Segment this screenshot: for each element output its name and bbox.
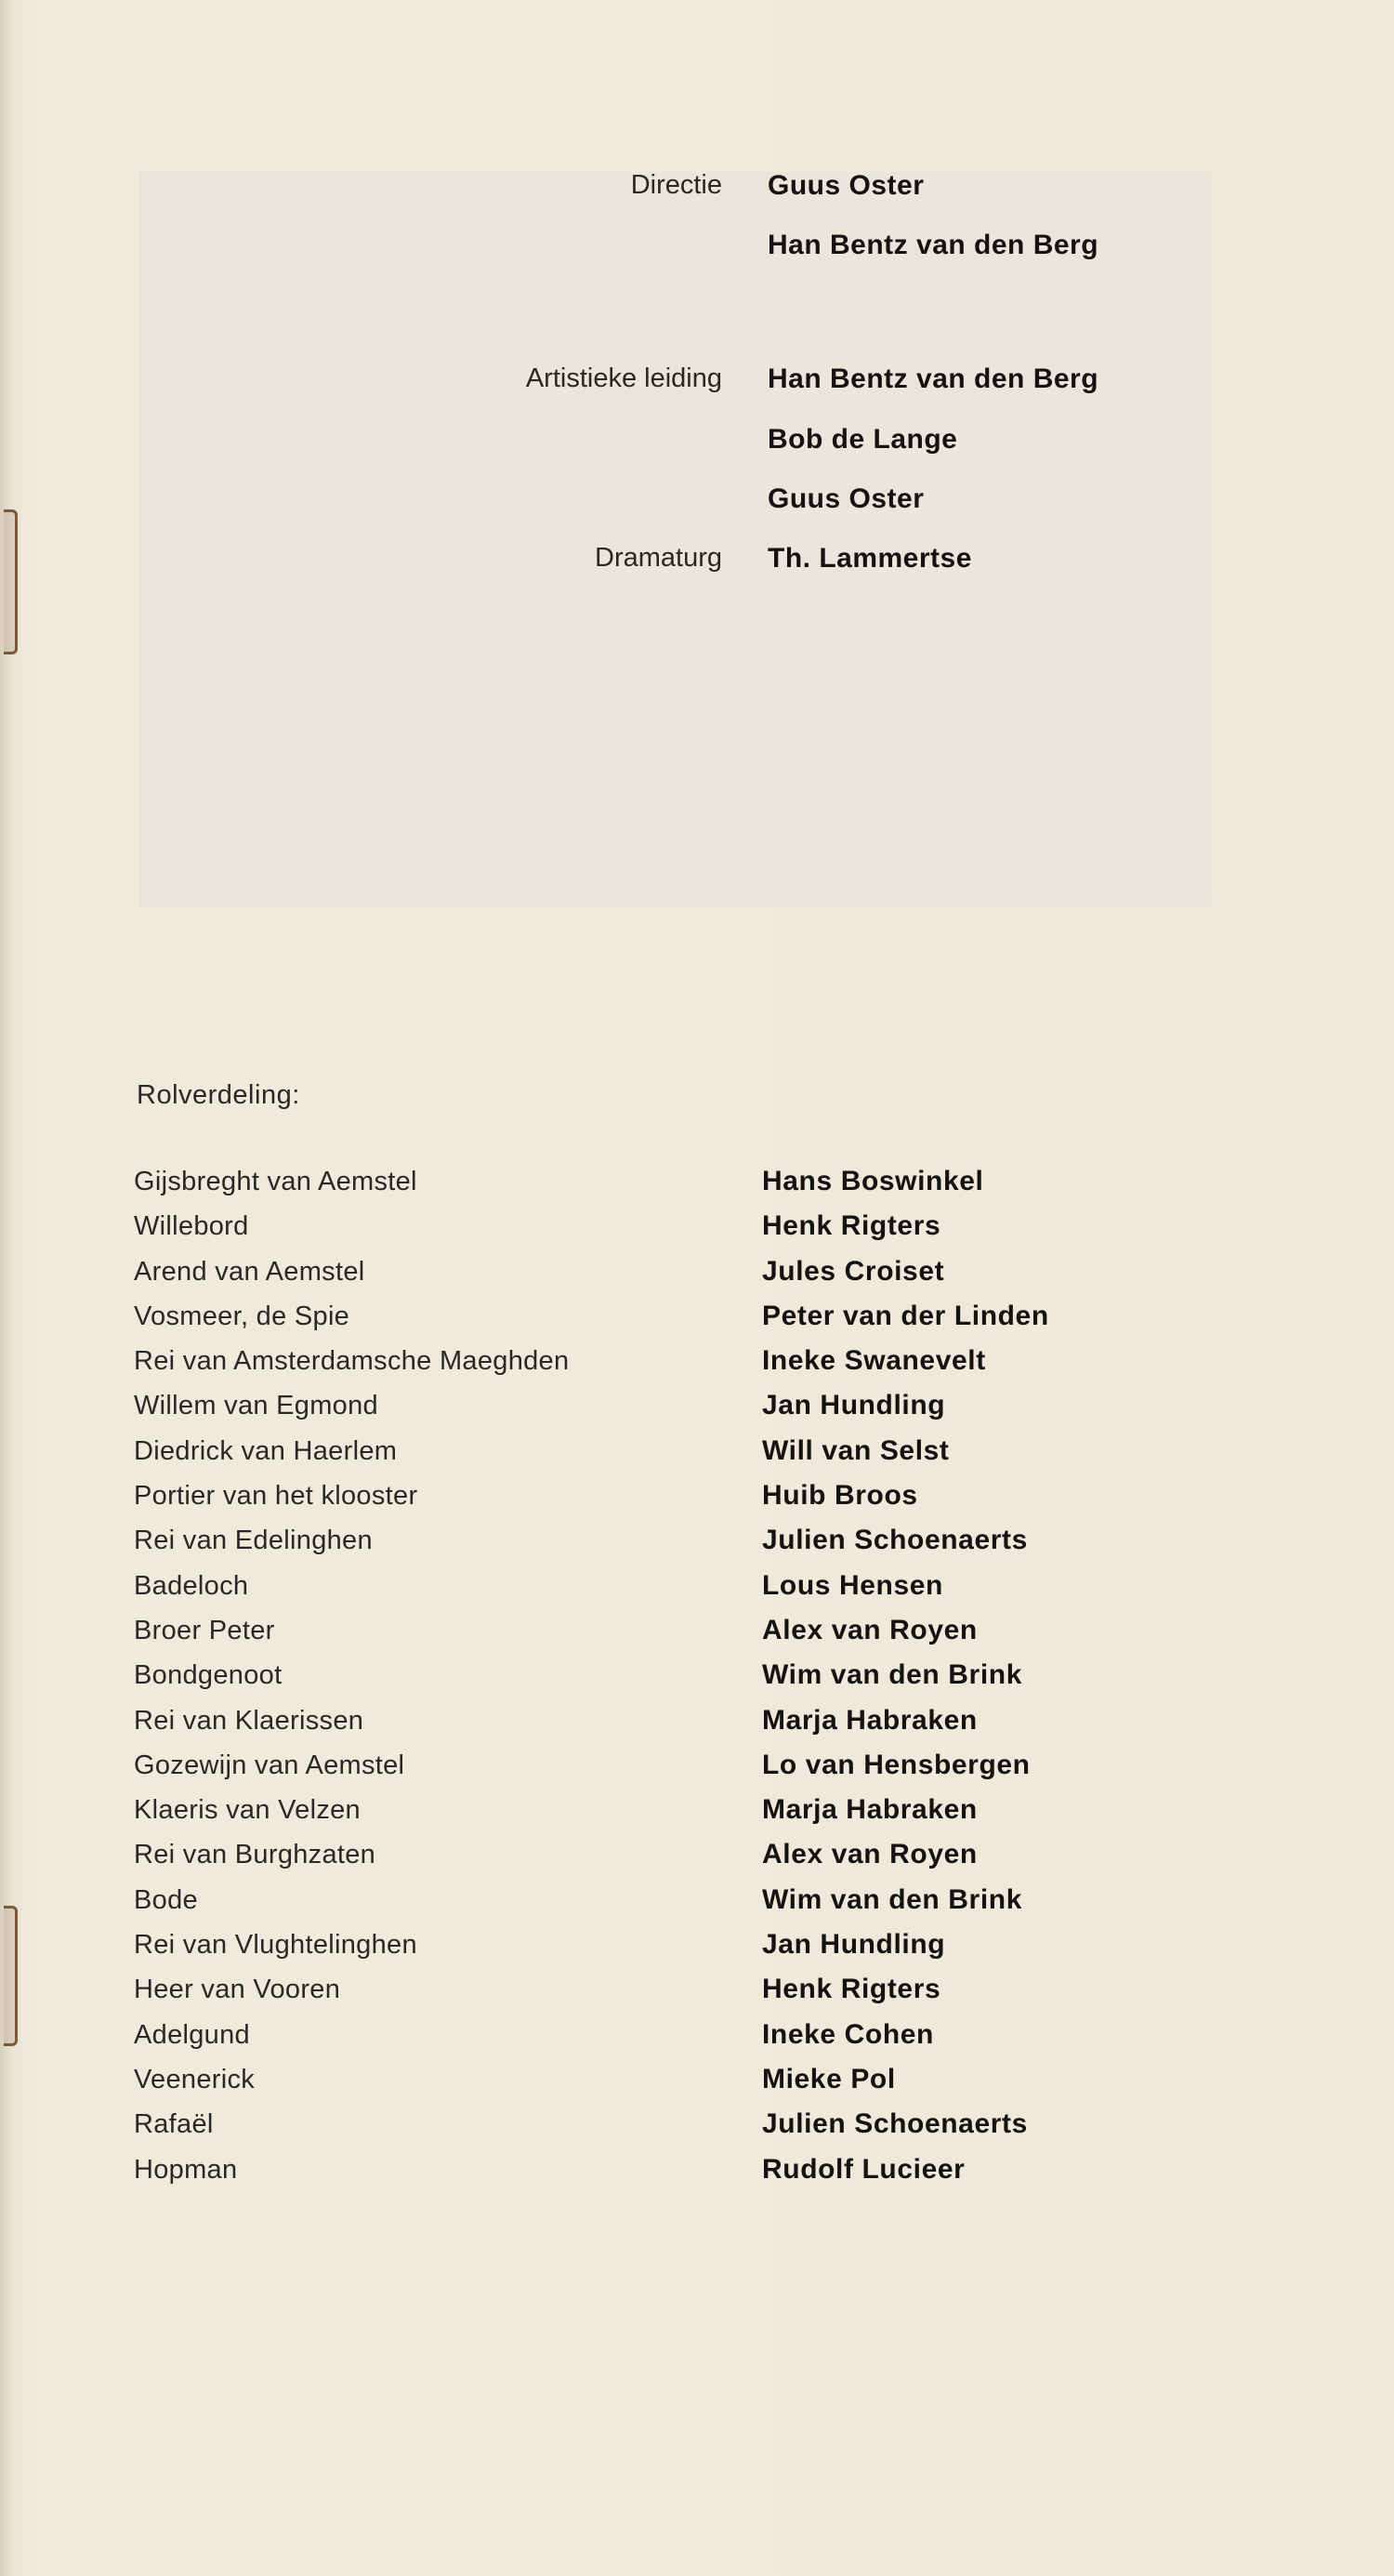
cast-row xyxy=(0,1930,1394,1975)
role-name: Portier van het klooster xyxy=(134,1481,418,1512)
role-name: Adelgund xyxy=(134,2019,250,2050)
cast-row xyxy=(0,1436,1394,1481)
role-name: Klaeris van Velzen xyxy=(134,1795,361,1826)
role-name: Rei van Vlughtelinghen xyxy=(134,1930,417,1961)
role-name: Veenerick xyxy=(134,2064,256,2094)
role-name: Diedrick van Haerlem xyxy=(134,1435,398,1466)
actor-name: Peter van der Linden xyxy=(762,1300,1049,1331)
staff-name: Han Bentz van den Berg xyxy=(768,363,1099,394)
actor-name: Lo van Hensbergen xyxy=(762,1749,1031,1780)
actor-name: Jan Hundling xyxy=(762,1390,946,1421)
cast-heading: Rolverdeling: xyxy=(137,1080,300,1110)
actor-name: Huib Broos xyxy=(762,1480,918,1512)
cast-row xyxy=(0,1301,1394,1346)
cast-row xyxy=(0,1616,1394,1660)
actor-name: Wim van den Brink xyxy=(762,1883,1022,1915)
actor-name: Jan Hundling xyxy=(762,1929,946,1961)
cast-row xyxy=(0,1660,1394,1705)
role-name: Broer Peter xyxy=(134,1615,275,1645)
cast-row xyxy=(0,2155,1394,2200)
actor-name: Henk Rigters xyxy=(762,1210,941,1242)
role-name: Rafaël xyxy=(134,2109,214,2140)
cast-row xyxy=(0,1257,1394,1301)
actor-name: Henk Rigters xyxy=(762,1974,941,2005)
cast-row xyxy=(0,1706,1394,1750)
staff-name: Th. Lammertse xyxy=(768,543,972,574)
cast-row xyxy=(0,2065,1394,2109)
actor-name: Mieke Pol xyxy=(762,2063,896,2094)
cast-row xyxy=(0,1885,1394,1930)
actor-name: Alex van Royen xyxy=(762,1614,978,1645)
cast-row xyxy=(0,1481,1394,1526)
staff-row xyxy=(0,543,1394,580)
actor-name: Ineke Swanevelt xyxy=(762,1345,986,1377)
role-name: Gozewijn van Aemstel xyxy=(134,1750,405,1780)
role-name: Gijsbreght van Aemstel xyxy=(134,1167,417,1196)
role-name: Rei van Klaerissen xyxy=(134,1705,364,1736)
actor-name: Marja Habraken xyxy=(762,1704,978,1736)
cast-row xyxy=(0,1526,1394,1570)
role-name: Willem van Egmond xyxy=(134,1391,378,1421)
actor-name: Julien Schoenaerts xyxy=(762,1525,1028,1556)
actor-name: Marja Habraken xyxy=(762,1794,978,1826)
staff-row xyxy=(0,483,1394,521)
actor-name: Wim van den Brink xyxy=(762,1659,1022,1691)
actor-name: Will van Selst xyxy=(762,1434,950,1466)
cast-row xyxy=(0,1571,1394,1616)
role-name: Willebord xyxy=(134,1211,249,1242)
cast-row xyxy=(0,1211,1394,1256)
role-name: Hopman xyxy=(134,2154,238,2185)
role-name: Bondgenoot xyxy=(134,1660,283,1691)
role-name: Rei van Amsterdamsche Maeghden xyxy=(134,1346,570,1377)
staff-label: Directie xyxy=(630,170,722,200)
staff-row xyxy=(0,230,1394,267)
cast-row xyxy=(0,2020,1394,2065)
cast-list xyxy=(0,1167,1394,2200)
cast-row xyxy=(0,1840,1394,1884)
cast-row xyxy=(0,2109,1394,2154)
staff-name: Guus Oster xyxy=(768,483,925,514)
actor-name: Rudolf Lucieer xyxy=(762,2153,966,2185)
actor-name: Lous Hensen xyxy=(762,1569,943,1601)
staff-label: Dramaturg xyxy=(595,543,722,573)
staple xyxy=(4,509,18,654)
staff-label: Artistieke leiding xyxy=(525,363,722,393)
actor-name: Jules Croiset xyxy=(762,1255,945,1287)
staff-row xyxy=(0,424,1394,461)
staff-row xyxy=(0,363,1394,401)
actor-name: Ineke Cohen xyxy=(762,2018,934,2050)
role-name: Rei van Burghzaten xyxy=(134,1840,376,1870)
role-name: Heer van Vooren xyxy=(134,1975,341,2005)
cast-row xyxy=(0,1391,1394,1435)
role-name: Badeloch xyxy=(134,1570,249,1601)
staff-name: Guus Oster xyxy=(768,170,925,201)
actor-name: Julien Schoenaerts xyxy=(762,2108,1028,2140)
role-name: Bode xyxy=(134,1884,198,1915)
grey-panel xyxy=(139,172,1210,906)
cast-row xyxy=(0,1167,1394,1211)
cast-row xyxy=(0,1750,1394,1795)
staff-row xyxy=(0,170,1394,207)
actor-name: Hans Boswinkel xyxy=(762,1166,984,1196)
staff-name: Bob de Lange xyxy=(768,424,958,455)
role-name: Vosmeer, de Spie xyxy=(134,1301,350,1331)
actor-name: Alex van Royen xyxy=(762,1839,978,1870)
staff-name: Han Bentz van den Berg xyxy=(768,230,1099,260)
cast-row xyxy=(0,1975,1394,2019)
cast-row xyxy=(0,1346,1394,1391)
cast-row xyxy=(0,1795,1394,1840)
role-name: Rei van Edelinghen xyxy=(134,1526,373,1556)
role-name: Arend van Aemstel xyxy=(134,1256,365,1287)
